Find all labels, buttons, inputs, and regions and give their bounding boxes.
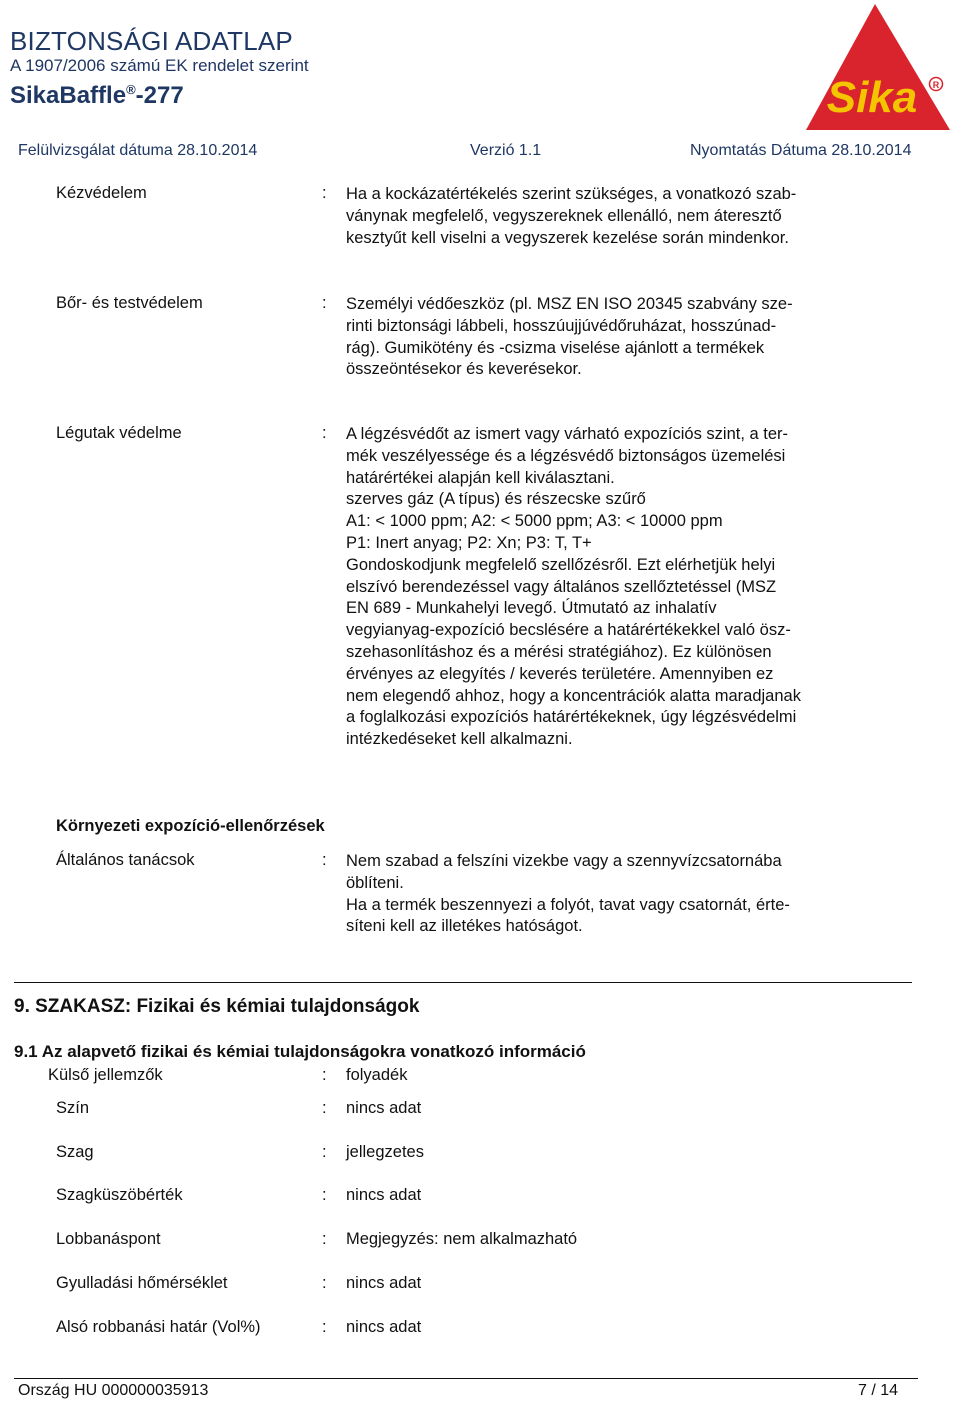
respiratory-protection-colon: :	[322, 424, 327, 442]
footer-divider	[14, 1378, 918, 1379]
respiratory-protection-label: Légutak védelme	[56, 424, 182, 442]
version: Verzió 1.1	[470, 142, 542, 159]
property-colon: :	[322, 1274, 327, 1292]
print-date: Nyomtatás Dátuma 28.10.2014	[690, 142, 912, 159]
skin-line: rinti biztonsági lábbeli, hosszúujjúvédőruházat, hosszúnad-	[346, 316, 777, 335]
skin-line: összeöntésekor és keverésekor.	[346, 360, 582, 379]
property-label: Szín	[56, 1099, 90, 1117]
hand-line: kesztyűt kell viselni a vegyszerek kezelése során mindenkor.	[346, 228, 789, 247]
property-value: folyadék	[346, 1066, 408, 1084]
section-9-1-title: 9.1 Az alapvető fizikai és kémiai tulajdonságokra vonatkozó információ	[14, 1042, 586, 1061]
respiratory-line: A1: < 1000 ppm; A2: < 5000 ppm; A3: < 10000 ppm	[346, 512, 723, 531]
general-advice-text	[346, 851, 886, 938]
respiratory-line: érvényes az elegyítés / keverés területére. Amennyiben ez	[346, 664, 774, 683]
footer-country: Ország HU 000000035913	[18, 1382, 209, 1399]
property-label: Lobbanáspont	[56, 1230, 161, 1248]
respiratory-line: nem elegendő ahhoz, hogy a koncentrációk alatta maradjanak	[346, 686, 801, 705]
property-colon: :	[322, 1186, 327, 1204]
general-line: öblíteni.	[346, 873, 404, 892]
respiratory-line: határértékei alapján kell kiválasztani.	[346, 468, 615, 487]
hand-protection-label: Kézvédelem	[56, 184, 147, 202]
property-colon: :	[322, 1143, 327, 1161]
general-line: síteni kell az illetékes hatóságot.	[346, 917, 583, 936]
property-label: Szag	[56, 1143, 94, 1161]
property-colon: :	[322, 1318, 327, 1336]
property-colon: :	[322, 1099, 327, 1117]
hand-line: Ha a kockázatértékelés szerint szükséges, a vonatkozó szab-	[346, 185, 797, 203]
product-name-text: SikaBaffle	[10, 82, 127, 109]
respiratory-line: P1: Inert anyag; P2: Xn; P3: T, T+	[346, 533, 592, 552]
respiratory-line: Gondoskodjunk megfelelő szellőzésről. Ezt elérhetjük helyi	[346, 555, 776, 574]
respiratory-line: a foglalkozási expozíciós határértékeknek, úgy légzésvédelmi	[346, 708, 797, 727]
property-label: Külső jellemzők	[48, 1066, 163, 1084]
general-advice-colon: :	[322, 851, 327, 869]
respiratory-line: A légzésvédőt az ismert vagy várható expozíciós szint, a ter-	[346, 425, 789, 443]
property-value: nincs adat	[346, 1099, 422, 1117]
general-line: Nem szabad a felszíni vizekbe vagy a szennyvízcsatornába	[346, 852, 782, 870]
property-value: nincs adat	[346, 1186, 422, 1204]
respiratory-line: EN 689 - Munkahelyi levegő. Útmutató az inhalatív	[346, 599, 717, 618]
product-registered-mark: ®	[126, 82, 136, 97]
property-colon: :	[322, 1230, 327, 1248]
respiratory-line: elszívó berendezéssel vagy általános szellőztetéssel (MSZ	[346, 577, 777, 596]
product-code: -277	[135, 82, 184, 109]
revision-date: Felülvizsgálat dátuma 28.10.2014	[18, 142, 258, 159]
property-value: Megjegyzés: nem alkalmazható	[346, 1230, 578, 1248]
document-title: BIZTONSÁGI ADATLAP	[10, 26, 293, 56]
property-label: Szagküszöbérték	[56, 1186, 183, 1204]
hand-line: ványnak megfelelő, vegyszereknek ellenálló, nem áteresztő	[346, 206, 782, 225]
respiratory-line: szerves gáz (A típus) és részecske szűrő	[346, 490, 646, 509]
respiratory-line: mék veszélyessége és a légzésvédő biztonságos üzemelési	[346, 446, 786, 465]
regulation-line: A 1907/2006 számú EK rendelet szerint	[10, 56, 309, 75]
property-value: nincs adat	[346, 1274, 422, 1292]
property-label: Alsó robbanási határ (Vol%)	[56, 1318, 261, 1336]
property-label: Gyulladási hőmérséklet	[56, 1274, 228, 1292]
logo-text: Sika	[826, 73, 918, 122]
skin-protection-colon: :	[322, 294, 327, 312]
section-divider	[14, 982, 912, 983]
respiratory-line: szehasonlításhoz és a mérési stratégiához). Ez különösen	[346, 642, 772, 661]
respiratory-line: vegyianyag-expozíció becslésére a határértékekkel való ösz-	[346, 621, 791, 640]
skin-line: rág). Gumikötény és -csizma viselése ajánlott a termékek	[346, 338, 765, 357]
logo-reg-text: R	[932, 80, 940, 90]
skin-protection-label: Bőr- és testvédelem	[56, 294, 203, 312]
general-line: Ha a termék beszennyezi a folyót, tavat vagy csatornát, érte-	[346, 895, 790, 914]
section-9-title: 9. SZAKASZ: Fizikai és kémiai tulajdonságok	[14, 996, 420, 1017]
environment-heading: Környezeti expozíció-ellenőrzések	[56, 817, 325, 835]
respiratory-line: intézkedéseket kell alkalmazni.	[346, 730, 573, 749]
general-advice-label: Általános tanácsok	[56, 851, 195, 869]
product-name	[10, 82, 184, 110]
property-value: nincs adat	[346, 1318, 422, 1336]
page-number: 7 / 14	[858, 1382, 899, 1399]
skin-line: Személyi védőeszköz (pl. MSZ EN ISO 20345 szabvány sze-	[346, 295, 793, 313]
hand-protection-text	[346, 184, 886, 249]
skin-protection-text	[346, 294, 886, 381]
property-value: jellegzetes	[346, 1143, 424, 1161]
hand-protection-colon: :	[322, 184, 327, 202]
property-colon: :	[322, 1066, 327, 1084]
sika-logo	[800, 0, 960, 136]
respiratory-protection-text	[346, 424, 886, 751]
